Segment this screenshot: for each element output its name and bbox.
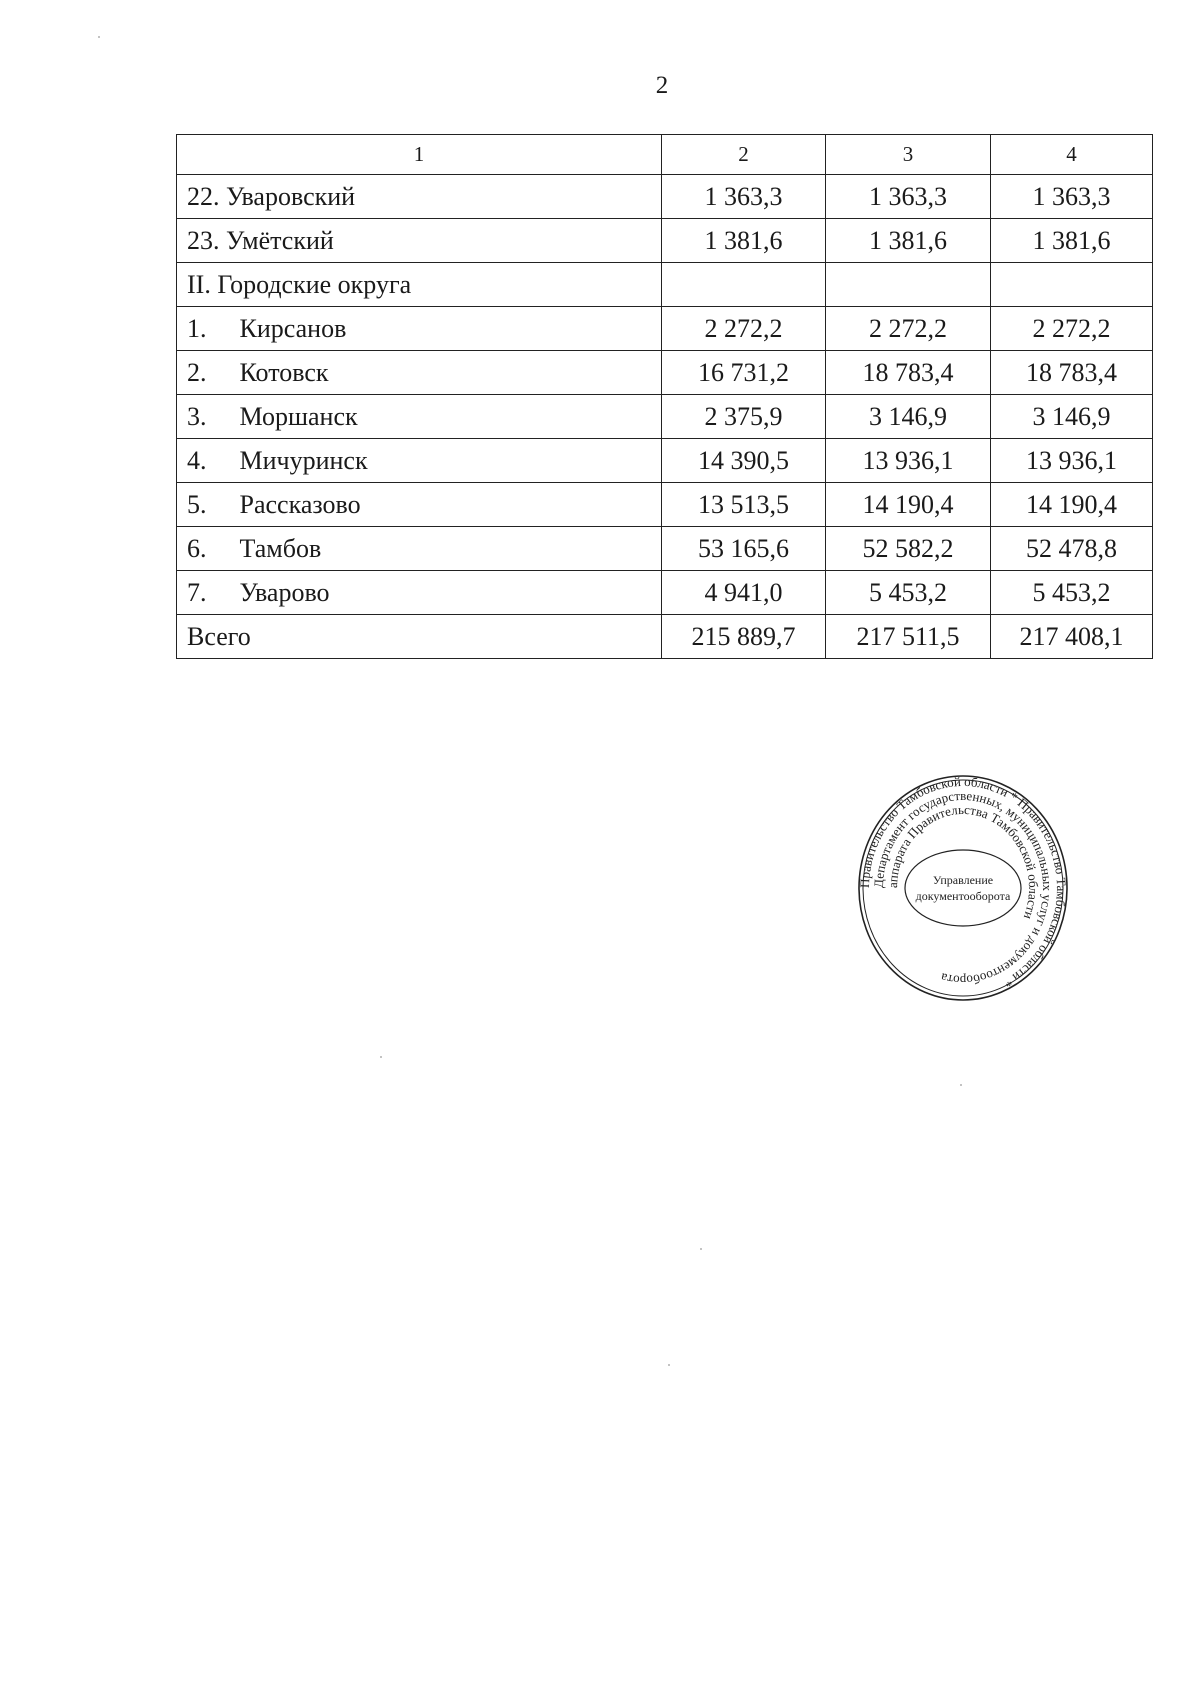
scan-speck [380,1056,382,1058]
value-col-2: 2 375,9 [662,395,826,439]
scan-speck [668,1364,670,1366]
municipality-name: Моршанск [239,401,358,431]
value-col-4: 52 478,8 [991,527,1153,571]
value-col-4: 14 190,4 [991,483,1153,527]
total-col-2: 215 889,7 [662,615,826,659]
table-header-row [177,135,1153,175]
table-row [177,395,1153,439]
value-col-3: 14 190,4 [826,483,991,527]
value-col-4: 18 783,4 [991,351,1153,395]
municipality-name: Мичуринск [239,445,368,475]
value-col-2: 16 731,2 [662,351,826,395]
value-col-4: 13 936,1 [991,439,1153,483]
column-header: 1 [177,135,662,175]
municipality-name: Котовск [239,357,329,387]
value-col-3: 1 381,6 [826,219,991,263]
value-col-2: 1 381,6 [662,219,826,263]
municipality-name: Умётский [226,225,334,255]
column-header: 2 [662,135,826,175]
value-col-4: 2 272,2 [991,307,1153,351]
stamp-center-line1: Управление [932,873,994,887]
budget-table [176,134,1153,659]
row-number: 2. [187,357,207,387]
table-row [177,483,1153,527]
official-seal-stamp [855,770,1071,1010]
total-row [177,615,1153,659]
municipality-name: Тамбов [239,533,322,563]
total-col-3: 217 511,5 [826,615,991,659]
value-col-2: 53 165,6 [662,527,826,571]
scan-speck [98,36,100,38]
row-number: 7. [187,577,207,607]
table-row [177,439,1153,483]
municipality-name: Уварово [239,577,330,607]
row-number: 3. [187,401,207,431]
table-row [177,527,1153,571]
municipality-cell [177,527,662,571]
row-number: 4. [187,445,207,475]
municipality-cell [177,175,662,219]
municipality-cell [177,395,662,439]
value-col-2: 14 390,5 [662,439,826,483]
row-number: 23. [187,225,220,255]
table-row [177,307,1153,351]
municipality-cell [177,571,662,615]
column-header: 4 [991,135,1153,175]
total-col-4: 217 408,1 [991,615,1153,659]
page-number: 2 [655,72,669,99]
section-row [177,263,1153,307]
table-row [177,351,1153,395]
municipality-name: Рассказово [239,489,361,519]
stamp-outer-text: Правительство Тамбовской области * Правительство Тамбовской области * [856,773,1070,991]
table-row [177,219,1153,263]
empty-cell [826,263,991,307]
row-number: 22. [187,181,220,211]
value-col-4: 3 146,9 [991,395,1153,439]
value-col-2: 13 513,5 [662,483,826,527]
municipality-cell [177,483,662,527]
value-col-3: 5 453,2 [826,571,991,615]
stamp-center-line2: документооборота [915,889,1011,903]
municipality-cell [177,439,662,483]
municipality-name: Уваровский [226,181,356,211]
value-col-3: 18 783,4 [826,351,991,395]
value-col-3: 2 272,2 [826,307,991,351]
total-label: Всего [177,615,662,659]
municipality-cell [177,307,662,351]
municipality-cell [177,219,662,263]
scan-speck [960,1084,962,1086]
municipality-cell [177,351,662,395]
section-title: II. Городские округа [177,263,662,307]
row-number: 5. [187,489,207,519]
column-header: 3 [826,135,991,175]
value-col-2: 4 941,0 [662,571,826,615]
table-row [177,571,1153,615]
stamp-middle-text: Департамент государственных, муниципальных услуг и документооборота [870,787,1056,989]
row-number: 1. [187,313,207,343]
value-col-3: 52 582,2 [826,527,991,571]
value-col-3: 3 146,9 [826,395,991,439]
value-col-4: 5 453,2 [991,571,1153,615]
value-col-2: 2 272,2 [662,307,826,351]
value-col-4: 1 381,6 [991,219,1153,263]
empty-cell [991,263,1153,307]
empty-cell [662,263,826,307]
municipality-name: Кирсанов [239,313,347,343]
table-row [177,175,1153,219]
row-number: 6. [187,533,207,563]
value-col-4: 1 363,3 [991,175,1153,219]
scan-speck [700,1248,702,1250]
value-col-3: 1 363,3 [826,175,991,219]
value-col-3: 13 936,1 [826,439,991,483]
stamp-inner-text: аппарата Правительства Тамбовской области [884,801,1042,922]
value-col-2: 1 363,3 [662,175,826,219]
